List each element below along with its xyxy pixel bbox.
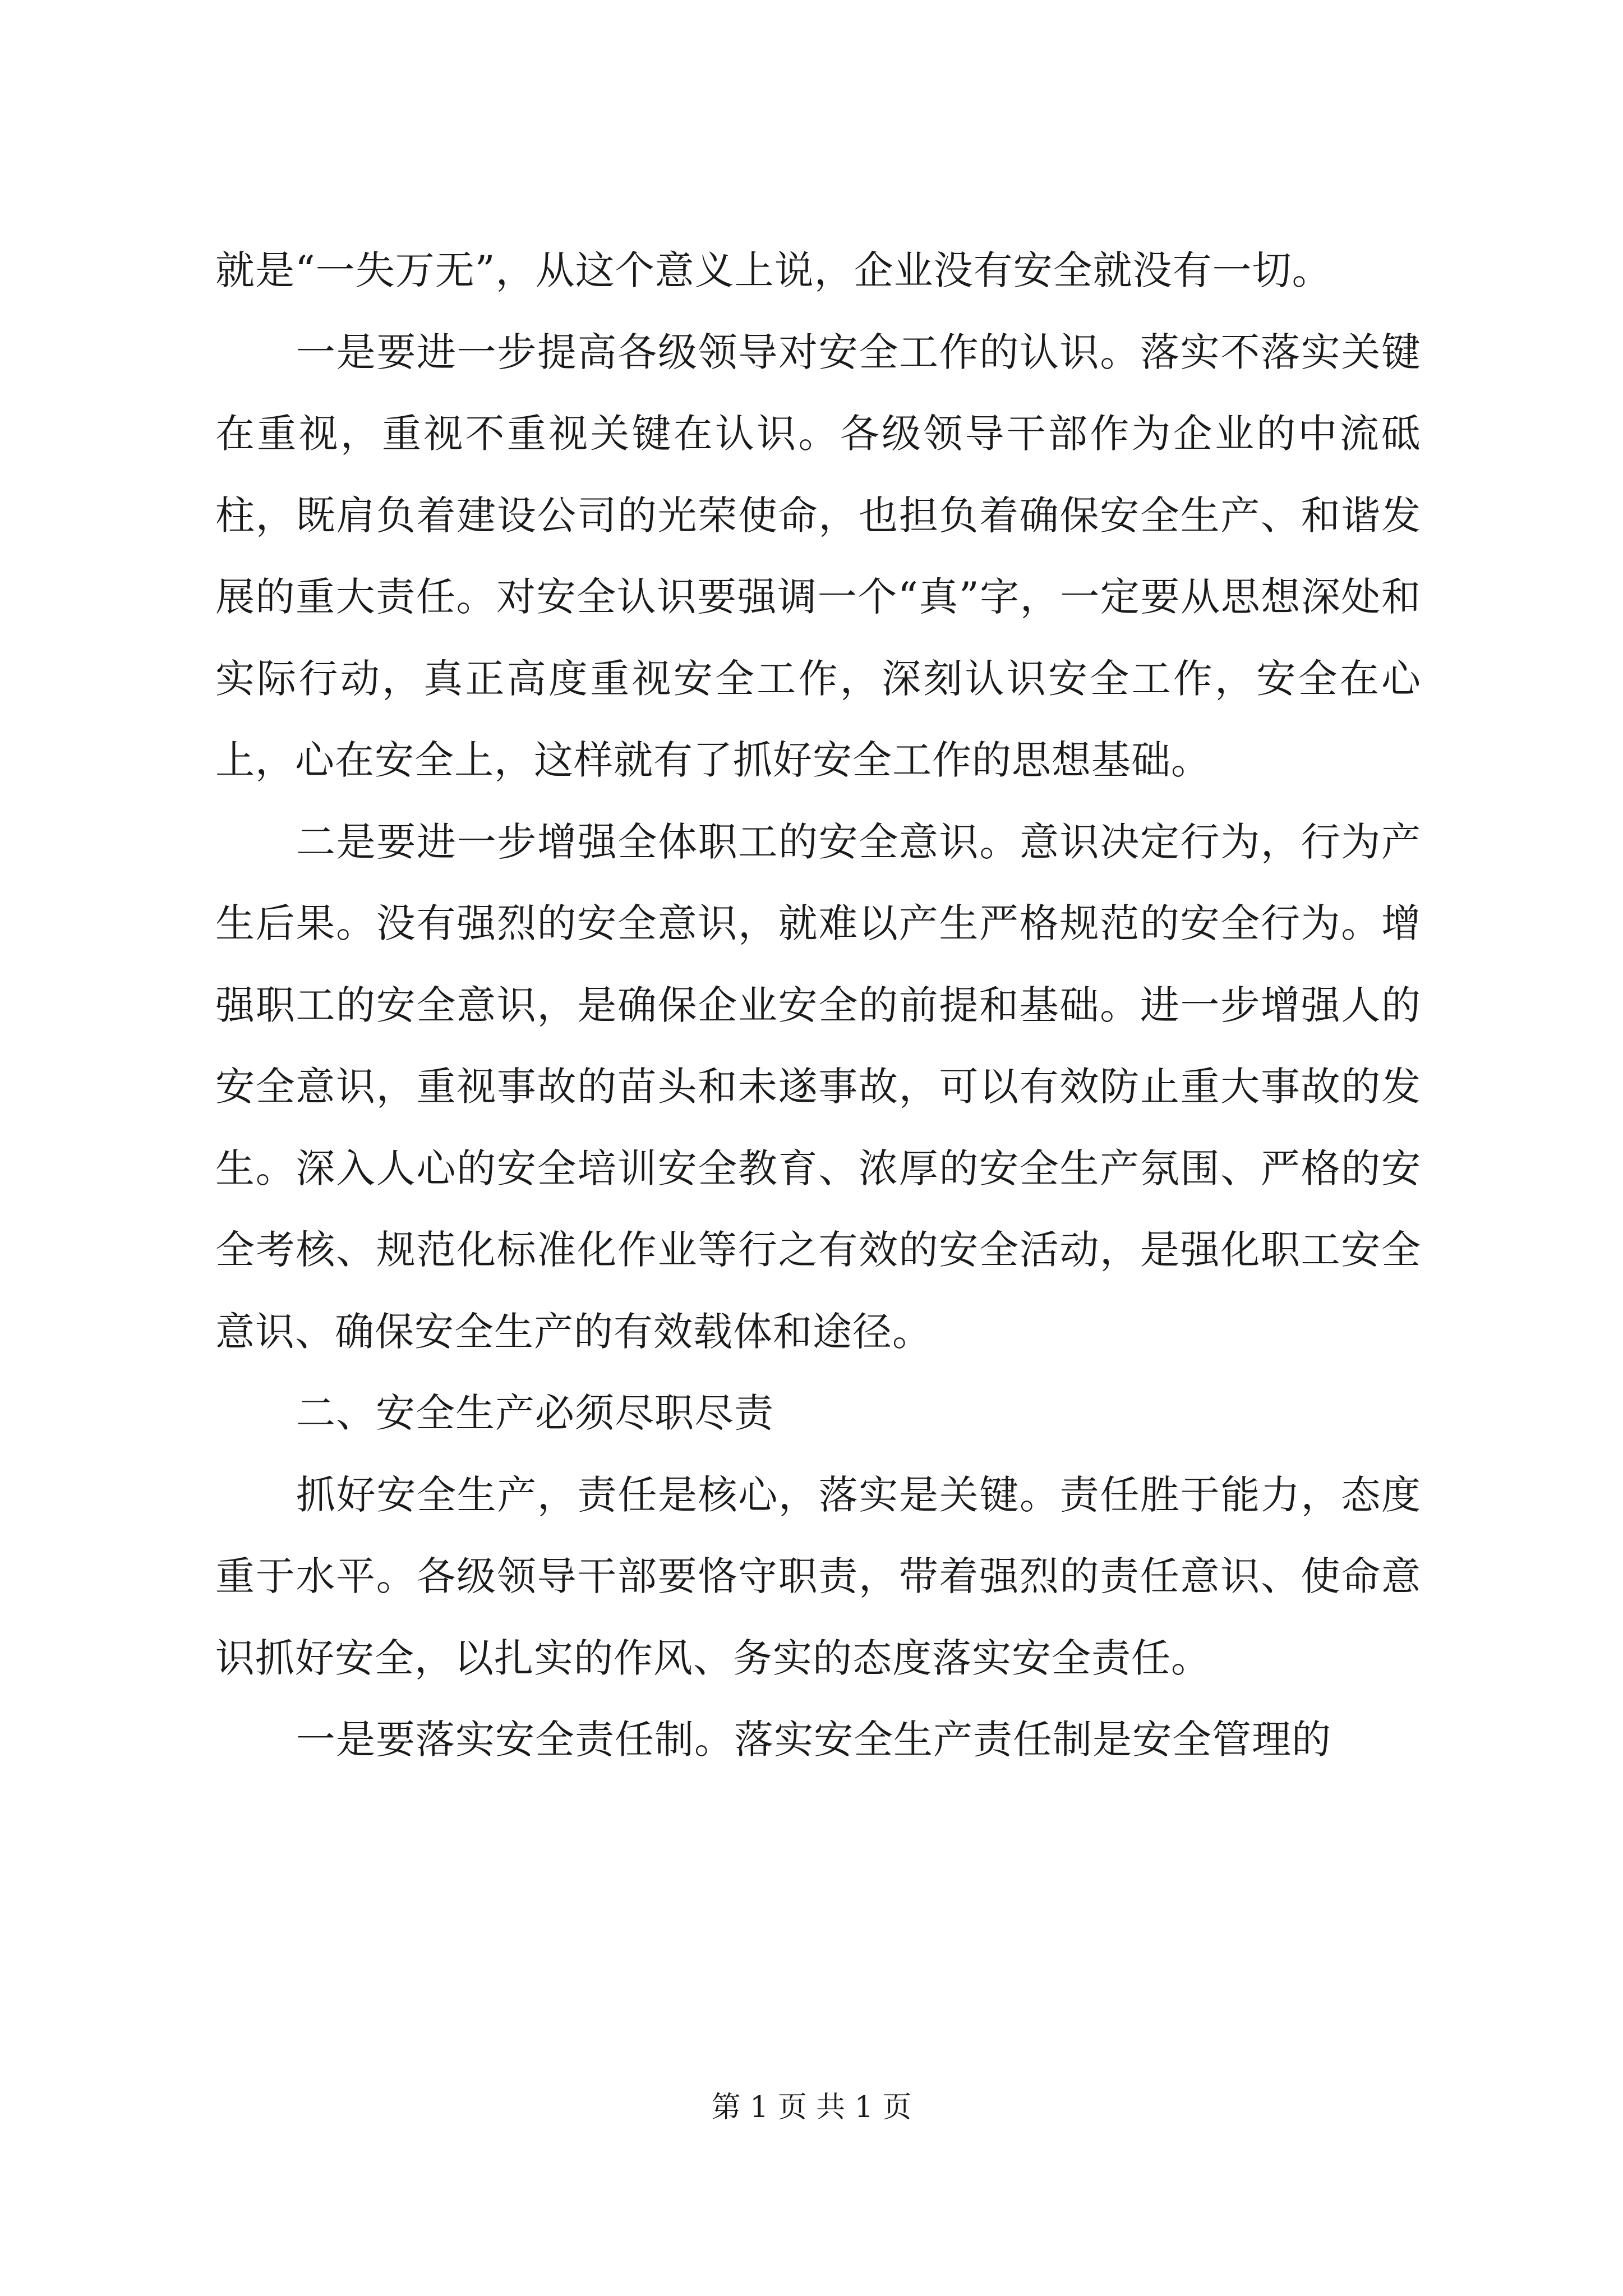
section-heading: 二、安全生产必须尽职尽责 — [296, 1390, 774, 1436]
page-footer: 第 1 页 共 1 页 — [711, 2091, 912, 2124]
paragraph-responsibility-system: 一是要落实安全责任制。落实安全生产责任制是安全管理的 — [296, 1717, 1331, 1763]
paragraph-continuation: 就是“一失万无”，从这个意义上说，企业没有安全就没有一切。 — [215, 247, 1332, 293]
document-body — [215, 230, 1421, 1781]
paragraph-staff-awareness: 二是要进一步增强全体职工的安全意识。意识决定行为，行为产生后果。没有强烈的安全意识，就难以产生严格规范的安全行为。增强职工的安全意识，是确保企业安全的前提和基础。进一步增强人的安全意识，重视事故的苗头和未遂事故，可以有效防止重大事故的发生。深入人心的安全培训安全教育、浓厚的安全生产氛围、严格的安全考核、规范化标准化作业等行之有效的安全活动，是强化职工安全意识、确保安全生产的有效载体和途径。 — [215, 818, 1421, 1355]
paragraph-responsibility: 抓好安全生产，责任是核心，落实是关键。责任胜于能力，态度重于水平。各级领导干部要恪守职责，带着强烈的责任意识、使命意识抓好安全，以扎实的作风、务实的态度落实安全责任。 — [215, 1471, 1421, 1681]
paragraph-leader-awareness: 一是要进一步提高各级领导对安全工作的认识。落实不落实关键在重视，重视不重视关键在认识。各级领导干部作为企业的中流砥柱，既肩负着建设公司的光荣使命，也担负着确保安全生产、和谐发展的重大责任。对安全认识要强调一个“真”字，一定要从思想深处和实际行动，真正高度重视安全工作，深刻认识安全工作，安全在心上，心在安全上，这样就有了抓好安全工作的思想基础。 — [215, 329, 1421, 783]
